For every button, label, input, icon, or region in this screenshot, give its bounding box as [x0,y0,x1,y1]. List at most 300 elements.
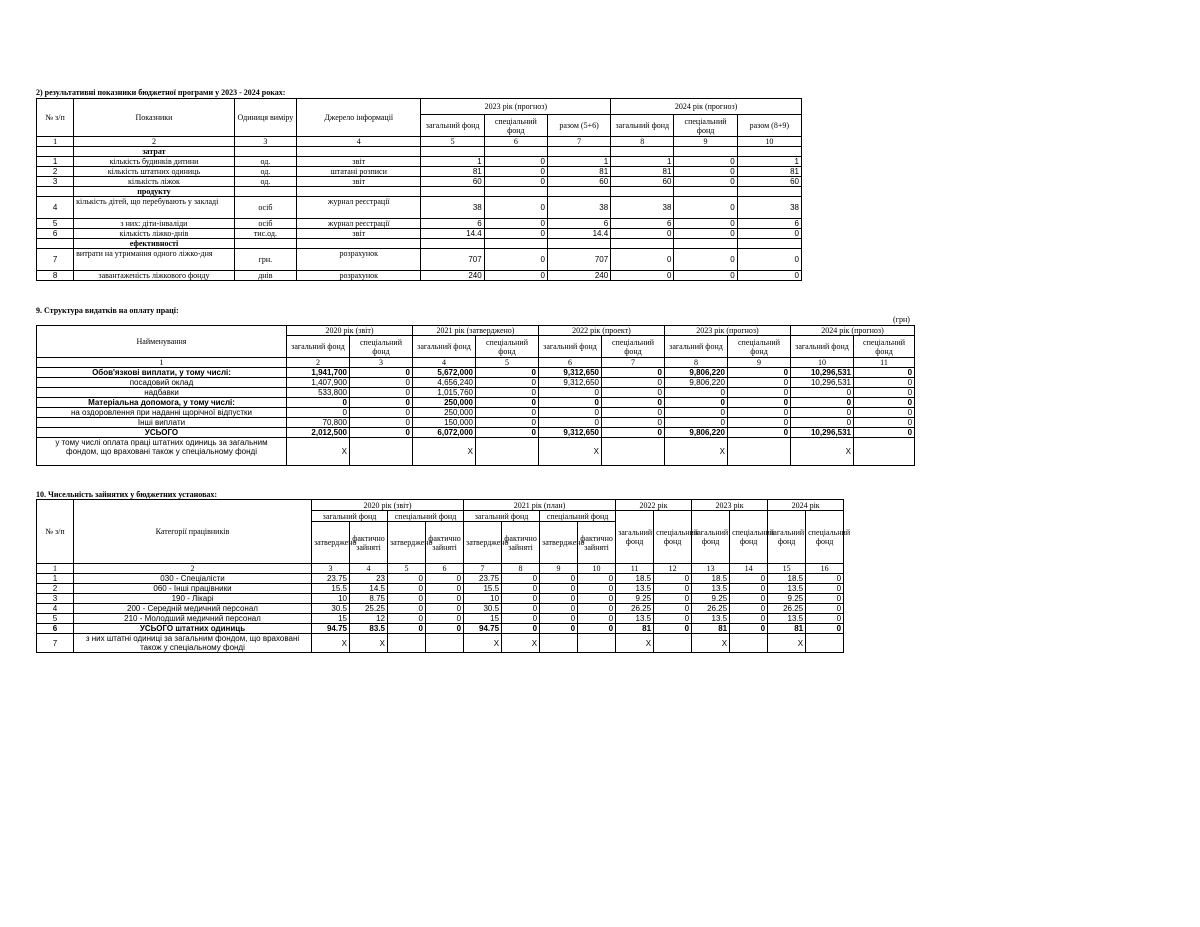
source-cell: розрахунок [297,271,421,281]
value-cell: 0 [611,229,674,239]
cell-empty [234,147,296,157]
value-cell: 15.5 [464,584,502,594]
column-number: 2 [74,564,312,574]
value-cell: 12 [350,614,388,624]
value-cell: 26.25 [616,604,654,614]
value-cell: 0 [540,574,578,584]
value-cell: 0 [476,398,539,408]
special-fund-header: спеціальний фонд [540,511,616,522]
actual-header: фактично зайняті [426,522,464,564]
value-cell: 0 [350,368,413,378]
column-number: 1 [37,358,287,368]
value-cell: 0 [539,398,602,408]
table-row [37,438,915,466]
value-cell: 0 [654,594,692,604]
value-cell: 18.5 [616,574,654,584]
value-cell: 0 [791,398,854,408]
value-cell: 0 [791,408,854,418]
value-cell: 0 [730,584,768,594]
special-fund-header: спеціальний фонд [854,336,915,358]
column-number: 7 [464,564,502,574]
source-cell: журнал реєстрації [297,197,421,219]
value-cell: 23.75 [312,574,350,584]
value-cell: 6 [611,219,674,229]
group-label: ефективності [74,239,235,249]
value-cell: 0 [854,398,915,408]
cell-empty [611,239,674,249]
table-row [37,614,844,624]
value-cell: 0 [578,624,616,634]
value-cell: 0 [654,624,692,634]
value-cell: 0 [484,157,547,167]
cell-empty [547,187,610,197]
value-cell: 9,806,220 [665,428,728,438]
value-cell: 6 [421,219,484,229]
x-mark: X [665,438,728,466]
column-number: 12 [654,564,692,574]
cell-empty [737,147,801,157]
cell-empty [234,239,296,249]
value-cell: 533,800 [287,388,350,398]
general-fund-header: загальний фонд [413,336,476,358]
row-number: 1 [37,574,74,584]
value-cell: 1 [611,157,674,167]
value-cell: 707 [547,249,610,271]
staff-table [36,499,851,653]
table-row [37,428,915,438]
value-cell: 0 [539,388,602,398]
cell-empty [674,147,737,157]
value-cell: 81 [737,167,801,177]
row-name: Матеріальна допомога, у тому числі: [37,398,287,408]
total-header: разом (5+6) [547,115,610,137]
value-cell: 0 [730,594,768,604]
value-cell: 0 [350,388,413,398]
value-cell: 8.75 [350,594,388,604]
general-fund-header: загальний фонд [421,115,484,137]
value-cell: 0 [674,249,737,271]
approved-header: затверджено [540,522,578,564]
column-number: 7 [602,358,665,368]
category-name: 210 - Молодший медичний персонал [74,614,312,624]
value-cell: 0 [578,594,616,604]
value-cell: 0 [611,249,674,271]
value-cell: 9,806,220 [665,378,728,388]
value-cell: 81 [768,624,806,634]
indicator-name: кількість ліжок [74,177,235,187]
unit-cell: днів [234,271,296,281]
row-number: 6 [37,624,74,634]
value-cell: 94.75 [312,624,350,634]
value-cell: 4,656,240 [413,378,476,388]
value-cell: 9.25 [616,594,654,604]
value-cell: 0 [730,574,768,584]
value-cell: 23 [350,574,388,584]
value-cell: 0 [350,398,413,408]
column-number: 4 [413,358,476,368]
value-cell: 240 [421,271,484,281]
cell-empty [37,239,74,249]
x-mark: X [539,438,602,466]
value-cell: 0 [791,388,854,398]
category-name: 190 - Лікарі [74,594,312,604]
value-cell: 0 [854,368,915,378]
value-cell: 0 [540,614,578,624]
value-cell: 81 [616,624,654,634]
cell-empty [674,187,737,197]
value-cell: 0 [602,368,665,378]
value-cell: 0 [502,584,540,594]
indicator-name: завантаженість ліжкового фонду [74,271,235,281]
value-cell: 1 [421,157,484,167]
cell-empty [547,239,610,249]
value-cell: 0 [806,604,844,614]
value-cell: 0 [602,398,665,408]
value-cell: 0 [728,388,791,398]
table-row [37,584,844,594]
column-number: 4 [297,137,421,147]
group-label: затрат [74,147,235,157]
category-name: 030 - Спеціалісти [74,574,312,584]
column-number: 15 [768,564,806,574]
general-fund-header: загальний фонд [768,511,806,564]
value-cell: 250,000 [413,398,476,408]
column-number: 11 [854,358,915,368]
x-mark: X [464,634,502,653]
column-number: 14 [730,564,768,574]
cell-empty [234,187,296,197]
value-cell: 38 [421,197,484,219]
value-cell: 0 [654,574,692,584]
cell-empty [611,147,674,157]
cell-empty [484,147,547,157]
value-cell: 0 [502,574,540,584]
general-fund-header: загальний фонд [611,115,674,137]
special-fund-header: спеціальний фонд [350,336,413,358]
x-mark: X [312,634,350,653]
value-cell: 60 [547,177,610,187]
value-cell: 1 [547,157,610,167]
row-number: 5 [37,219,74,229]
value-cell: 0 [674,219,737,229]
value-cell: 0 [484,219,547,229]
value-cell: 15 [464,614,502,624]
column-number: 13 [692,564,730,574]
column-number: 6 [484,137,547,147]
table-row [37,574,844,584]
table-row [37,219,802,229]
value-cell: 0 [350,378,413,388]
value-cell: 0 [806,574,844,584]
source-cell: звіт [297,157,421,167]
actual-header: фактично зайняті [578,522,616,564]
column-number-row [37,358,915,368]
column-number: 2 [74,137,235,147]
section-title-indicators: 2) результативні показники бюджетної програми у 2023 - 2024 роках: [36,88,286,97]
row-name: посадовий оклад [37,378,287,388]
indicators-table [36,98,802,281]
value-cell: 0 [476,388,539,398]
cell-empty [806,634,844,653]
value-cell: 13.5 [768,584,806,594]
group-label: продукту [74,187,235,197]
value-cell: 38 [611,197,674,219]
x-mark: X [287,438,350,466]
column-number: 8 [611,137,674,147]
special-fund-header: спеціальний фонд [602,336,665,358]
value-cell: 0 [426,584,464,594]
value-cell: 0 [674,229,737,239]
column-number: 8 [665,358,728,368]
table-row [37,418,915,428]
value-cell: 0 [854,378,915,388]
cell-empty [421,147,484,157]
value-cell: 0 [484,167,547,177]
value-cell: 18.5 [692,574,730,584]
row-number: 5 [37,614,74,624]
value-cell: 0 [539,418,602,428]
column-number: 5 [388,564,426,574]
value-cell: 0 [654,584,692,594]
row-number: 7 [37,249,74,271]
general-fund-header: загальний фонд [464,511,540,522]
column-number: 10 [578,564,616,574]
table-row [37,594,844,604]
value-cell: 0 [426,604,464,614]
value-cell: 10,296,531 [791,368,854,378]
approved-header: затверджено [388,522,426,564]
category-name: 200 - Середній медичний персонал [74,604,312,614]
row-number: 7 [37,634,74,653]
total-header: разом (8+9) [737,115,801,137]
table-row [37,157,802,167]
value-cell: 0 [388,614,426,624]
row-name: у тому числі оплата праці штатних одиниць за загальним фондом, що враховані також у спеціальному фонді [37,438,287,466]
row-name: на оздоровлення при наданні щорічної відпустки [37,408,287,418]
col-category-header: Категорії працівників [74,500,312,564]
value-cell: 250,000 [413,408,476,418]
indicator-name: кількість ліжко-днів [74,229,235,239]
year-2022-header: 2022 рік (проект) [539,326,665,336]
value-cell: 0 [854,428,915,438]
value-cell: 0 [426,614,464,624]
special-fund-header: спеціальний фонд [728,336,791,358]
value-cell: 0 [611,271,674,281]
value-cell: 30.5 [464,604,502,614]
special-fund-header: спеціальний фонд [674,115,737,137]
value-cell: 0 [728,418,791,428]
value-cell: 0 [674,197,737,219]
value-cell: 0 [502,594,540,604]
column-number: 10 [737,137,801,147]
value-cell: 14.4 [547,229,610,239]
value-cell: 38 [547,197,610,219]
value-cell: 1,407,900 [287,378,350,388]
column-number: 6 [539,358,602,368]
column-number: 1 [37,564,74,574]
value-cell: 0 [484,197,547,219]
column-number: 5 [421,137,484,147]
row-number: 3 [37,177,74,187]
column-number: 2 [287,358,350,368]
value-cell: 0 [674,167,737,177]
value-cell: 0 [728,408,791,418]
x-mark: X [502,634,540,653]
value-cell: 26.25 [768,604,806,614]
value-cell: 0 [730,624,768,634]
cell-empty [674,239,737,249]
unit-cell: осіб [234,197,296,219]
value-cell: 0 [806,594,844,604]
value-cell: 0 [426,624,464,634]
row-name: Обов'язкові виплати, у тому числі: [37,368,287,378]
category-name: УСЬОГО штатних одиниць [74,624,312,634]
row-number: 6 [37,229,74,239]
column-number: 6 [426,564,464,574]
year-2024-header: 2024 рік (прогноз) [611,99,802,115]
value-cell: 150,000 [413,418,476,428]
table-row [37,368,915,378]
value-cell: 0 [578,614,616,624]
value-cell: 14.4 [421,229,484,239]
x-mark: X [350,634,388,653]
value-cell: 13.5 [692,614,730,624]
value-cell: 0 [484,271,547,281]
unit-cell: од. [234,167,296,177]
value-cell: 15.5 [312,584,350,594]
column-number: 7 [547,137,610,147]
value-cell: 25.25 [350,604,388,614]
group-row [37,147,802,157]
value-cell: 0 [540,594,578,604]
cell-empty [297,239,421,249]
cell-empty [540,634,578,653]
cell-empty [547,147,610,157]
value-cell: 13.5 [692,584,730,594]
value-cell: 0 [287,408,350,418]
row-name: УСЬОГО [37,428,287,438]
value-cell: 0 [540,624,578,634]
value-cell: 0 [388,574,426,584]
section-title-wages: 9. Структура видатків на оплату праці: [36,306,179,315]
cell-empty [737,239,801,249]
value-cell: 0 [665,408,728,418]
year-2021-header: 2021 рік (план) [464,500,616,511]
value-cell: 0 [502,614,540,624]
value-cell: 0 [476,408,539,418]
group-row [37,187,802,197]
value-cell: 14.5 [350,584,388,594]
value-cell: 13.5 [616,614,654,624]
value-cell: 0 [502,624,540,634]
value-cell: 15 [312,614,350,624]
indicator-name: кількість дітей, що перебувають у закладі [74,197,235,219]
value-cell: 0 [728,428,791,438]
value-cell: 0 [578,584,616,594]
col-name-header: Найменування [37,326,287,358]
unit-cell: тис.од. [234,229,296,239]
source-cell: звіт [297,177,421,187]
col-num-header: № з/п [37,500,74,564]
general-fund-header: загальний фонд [665,336,728,358]
value-cell: 0 [578,604,616,614]
value-cell: 1,015,760 [413,388,476,398]
year-2024-header: 2024 рік (прогноз) [791,326,915,336]
value-cell: 60 [421,177,484,187]
value-cell: 6 [547,219,610,229]
value-cell: 0 [476,418,539,428]
value-cell: 30.5 [312,604,350,614]
cell-empty [476,438,539,466]
value-cell: 10 [312,594,350,604]
x-mark: X [692,634,730,653]
actual-header: фактично зайняті [350,522,388,564]
value-cell: 10,296,531 [791,428,854,438]
year-2023-header: 2023 рік (прогноз) [421,99,611,115]
column-number: 1 [37,137,74,147]
indicator-name: з них: діти-інваліди [74,219,235,229]
value-cell: 9,312,650 [539,428,602,438]
source-cell: звіт [297,229,421,239]
row-number: 4 [37,604,74,614]
value-cell: 81 [611,167,674,177]
value-cell: 0 [350,418,413,428]
approved-header: затверджено [312,522,350,564]
wages-table [36,325,915,466]
source-cell: журнал реєстрації [297,219,421,229]
cell-empty [728,438,791,466]
column-number-row [37,564,844,574]
row-number: 1 [37,157,74,167]
table-row [37,167,802,177]
column-number-row [37,137,802,147]
cell-empty [37,187,74,197]
value-cell: 0 [806,614,844,624]
value-cell: 0 [388,594,426,604]
value-cell: 0 [476,428,539,438]
value-cell: 60 [737,177,801,187]
cell-empty [602,438,665,466]
unit-cell: грн. [234,249,296,271]
category-name: з них штатні одиниці за загальним фондом, що враховані також у спеціальному фонді [74,634,312,653]
actual-header: фактично зайняті [502,522,540,564]
column-number: 11 [616,564,654,574]
row-name: надбавки [37,388,287,398]
value-cell: 26.25 [692,604,730,614]
value-cell: 9.25 [692,594,730,604]
value-cell: 0 [728,368,791,378]
value-cell: 0 [854,418,915,428]
value-cell: 23.75 [464,574,502,584]
column-number: 9 [674,137,737,147]
cell-empty [484,239,547,249]
year-2023-header: 2023 рік (прогноз) [665,326,791,336]
indicator-name: кількість будинків дитини [74,157,235,167]
cell-empty [578,634,616,653]
column-number: 10 [791,358,854,368]
value-cell: 0 [728,378,791,388]
row-name: Інші виплати [37,418,287,428]
col-unit-header: Одиниця виміру [234,99,296,137]
x-mark: X [768,634,806,653]
cell-empty [730,634,768,653]
column-number: 8 [502,564,540,574]
cell-empty [484,187,547,197]
value-cell: 0 [350,428,413,438]
value-cell: 0 [350,408,413,418]
column-number: 4 [350,564,388,574]
x-mark: X [616,634,654,653]
